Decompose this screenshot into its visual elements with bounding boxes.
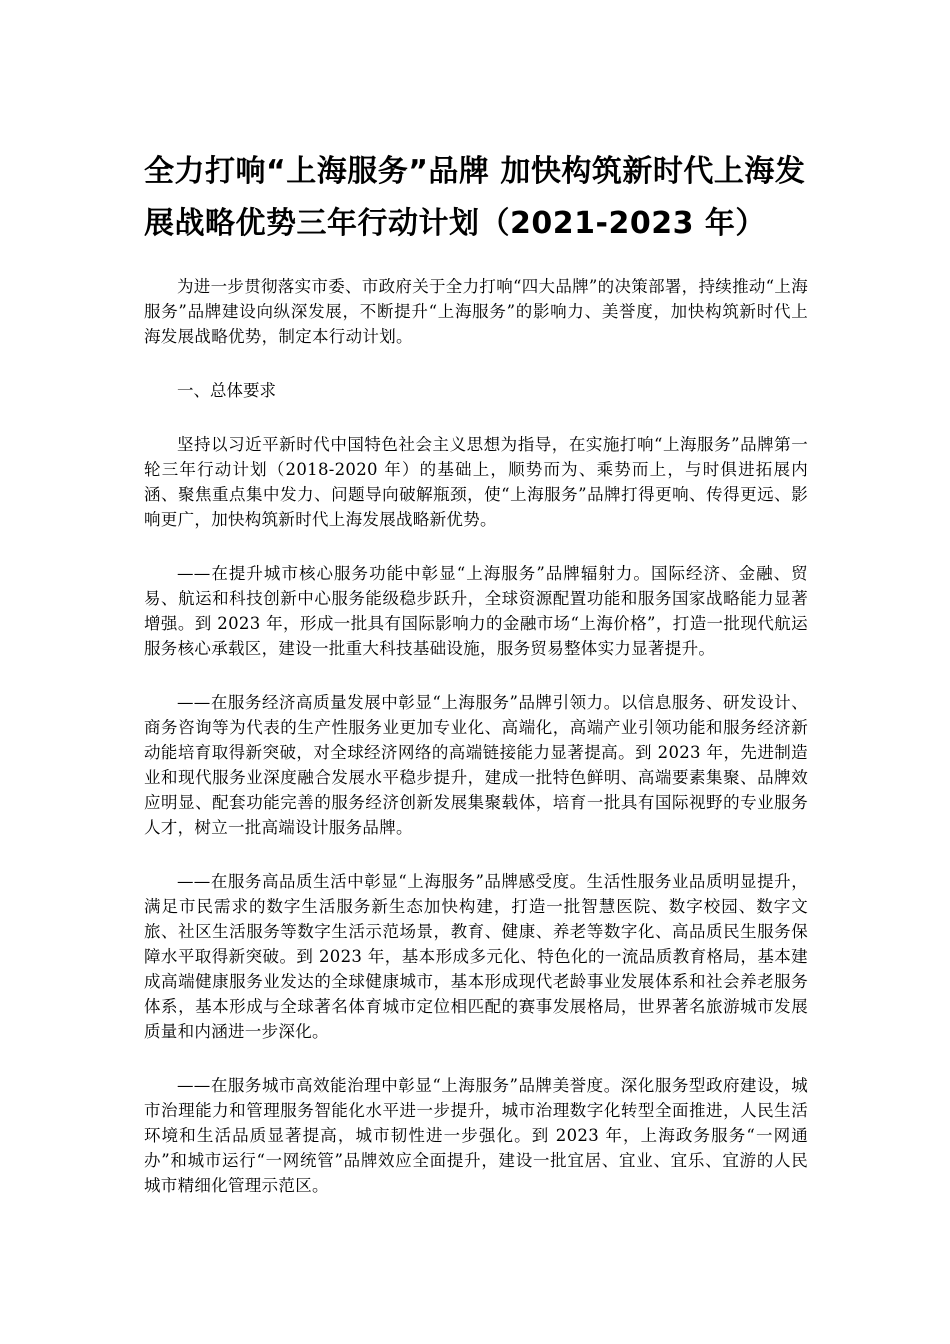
document-page bbox=[144, 146, 808, 1227]
intro-paragraph: 为进一步贯彻落实市委、市政府关于全力打响“四大品牌”的决策部署，持续推动“上海服务”品牌建设向纵深发展，不断提升“上海服务”的影响力、美誉度，加快构筑新时代上海发展战略优势，制定本行动计划。 bbox=[144, 277, 809, 346]
paragraph-guiding-principle: 坚持以习近平新时代中国特色社会主义思想为指导，在实施打响“上海服务”品牌第一轮三年行动计划（2018-2020 年）的基础上，顺势而为、乘势而上，与时俱进拓展内涵、聚焦重点集中发力、问题导向破解瓶颈，使“上海服务”品牌打得更响、传得更远、影响更广，加快构筑新时代上海发展战略新优势。 bbox=[144, 435, 808, 529]
section-heading-general-requirements: 一、总体要求 bbox=[177, 381, 276, 400]
paragraph-radiation-power: ——在提升城市核心服务功能中彰显“上海服务”品牌辐射力。国际经济、金融、贸易、航运和科技创新中心服务能级稳步跃升，全球资源配置功能和服务国家战略能力显著增强。到 2023 年，形成一批具有国际影响力的金融市场“上海价格”，打造一批现代航运服务核心承载区，建设一批重大科技基础设施，服务贸易整体实力显著提升。 bbox=[144, 564, 808, 658]
paragraph-reputation: ——在服务城市高效能治理中彰显“上海服务”品牌美誉度。深化服务型政府建设，城市治理能力和管理服务智能化水平进一步提升，城市治理数字化转型全面推进，人民生活环境和生活品质显著提高，城市韧性进一步强化。到 2023 年，上海政务服务“一网通办”和城市运行“一网统管”品牌效应全面提升，建设一批宜居、宜业、宜乐、宜游的人民城市精细化管理示范区。 bbox=[144, 1076, 808, 1195]
document-title: 全力打响“上海服务”品牌 加快构筑新时代上海发展战略优势三年行动计划（2021-2023 年） bbox=[144, 154, 806, 241]
paragraph-leading-power: ——在服务经济高质量发展中彰显“上海服务”品牌引领力。以信息服务、研发设计、商务咨询等为代表的生产性服务业更加专业化、高端化，高端产业引领功能和服务经济新动能培育取得新突破，对全球经济网络的高端链接能力显著提高。到 2023 年，先进制造业和现代服务业深度融合发展水平稳步提升，建成一批特色鲜明、高端要素集聚、品牌效应明显、配套功能完善的服务经济创新发展集聚载体，培育一批具有国际视野的专业服务人才，树立一批高端设计服务品牌。 bbox=[144, 693, 808, 837]
paragraph-perception: ——在服务高品质生活中彰显“上海服务”品牌感受度。生活性服务业品质明显提升，满足市民需求的数字生活服务新生态加快构建，打造一批智慧医院、数字校园、数字文旅、社区生活服务等数字生活示范场景，教育、健康、养老等数字化、高品质民生服务保障水平取得新突破。到 2023 年，基本形成多元化、特色化的一流品质教育格局，基本建成高端健康服务业发达的全球健康城市，基本形成现代老龄事业发展体系和社会养老服务体系，基本形成与全球著名体育城市定位相匹配的赛事发展格局，世界著名旅游城市发展质量和内涵进一步深化。 bbox=[144, 872, 808, 1041]
